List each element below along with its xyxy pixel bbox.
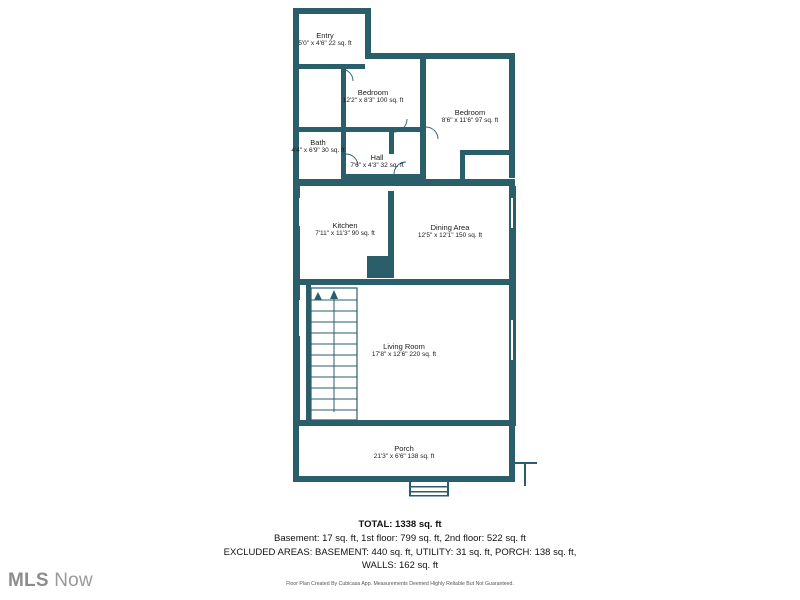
room-label-bath: Bath 4'4" x 6'9" 30 sq. ft bbox=[291, 138, 345, 155]
room-label-entry: Entry 5'0" x 4'6" 22 sq. ft bbox=[298, 31, 352, 48]
area-summary bbox=[0, 518, 800, 573]
credit-text: Floor Plan Created By Cubicasa App. Measurements Deemed Highly Reliable But Not Guaranteed. bbox=[286, 581, 514, 587]
mls-now-watermark bbox=[8, 570, 93, 592]
room-label-bedroom-2: Bedroom 8'6" x 11'6" 97 sq. ft bbox=[441, 108, 499, 125]
watermark-mls: MLS bbox=[8, 570, 49, 591]
summary-line-floors: Basement: 17 sq. ft, 1st floor: 799 sq. ft, 2nd floor: 522 sq. ft bbox=[274, 532, 526, 544]
room-label-hall: Hall 7'6" x 4'3" 32 sq. ft bbox=[350, 153, 404, 170]
room-label-porch: Porch 21'3" x 6'6" 138 sq. ft bbox=[373, 444, 435, 461]
room-label-dining-area: Dining Area 12'5" x 12'1" 150 sq. ft bbox=[417, 223, 483, 240]
staircase bbox=[311, 288, 357, 420]
room-label-kitchen: Kitchen 7'11" x 11'3" 90 sq. ft bbox=[315, 221, 375, 238]
room-label-living-room: Living Room 17'8" x 12'6" 220 sq. ft bbox=[371, 342, 437, 359]
walls-group bbox=[293, 8, 537, 497]
summary-line-walls: WALLS: 162 sq. ft bbox=[361, 560, 439, 572]
room-label-bedroom-1: Bedroom 12'2" x 8'3" 100 sq. ft bbox=[342, 88, 404, 105]
watermark-now: Now bbox=[48, 570, 93, 591]
summary-line-excluded: EXCLUDED AREAS: BASEMENT: 440 sq. ft, UTILITY: 31 sq. ft, PORCH: 138 sq. ft, bbox=[223, 546, 577, 558]
summary-line-total: TOTAL: 1338 sq. ft bbox=[358, 519, 442, 530]
